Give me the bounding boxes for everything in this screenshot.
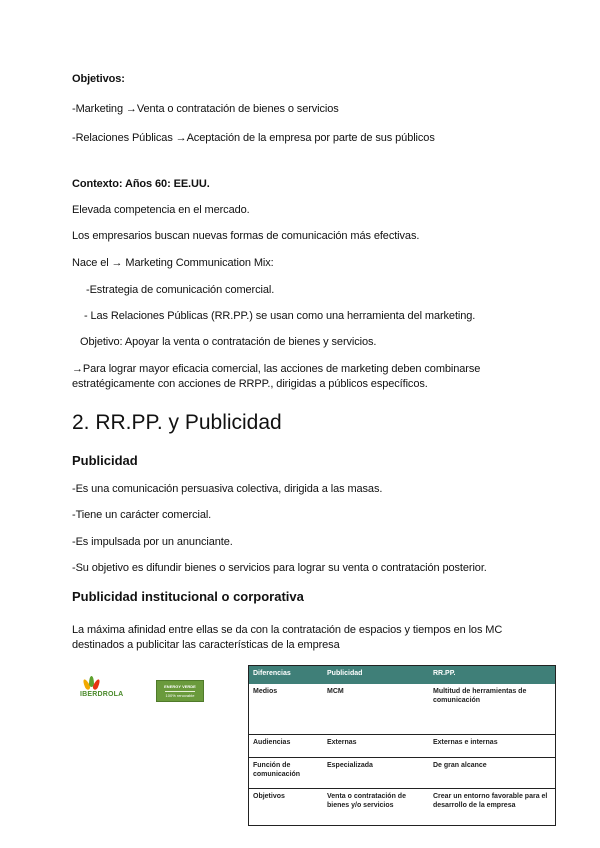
publicidad-line: -Es una comunicación persuasiva colectiva, dirigida a las masas. [72, 483, 383, 495]
table-cell: Externas e internas [429, 735, 556, 758]
objetivo-rrpp: -Relaciones Públicas →Aceptación de la empresa por parte de sus públicos [72, 132, 435, 144]
institucional-line: La máxima afinidad entre ellas se da con la contratación de espacios y tiempos en los MC [72, 624, 503, 636]
table-cell: De gran alcance [429, 758, 556, 789]
table-header-cell: Publicidad [323, 666, 429, 685]
table-row [249, 684, 556, 735]
institucional-line: destinados a publicitar las características de la empresa [72, 639, 340, 651]
contexto-line: Los empresarios buscan nuevas formas de comunicación más efectivas. [72, 230, 420, 242]
contexto-line: →Para lograr mayor eficacia comercial, las acciones de marketing deben combinarse [72, 363, 481, 375]
table-header-cell: RR.PP. [429, 666, 556, 685]
contexto-heading: Contexto: Años 60: EE.UU. [72, 178, 210, 190]
contexto-line: Nace el → Marketing Communication Mix: [72, 257, 274, 269]
table-cell: Crear un entorno favorable para el desarrollo de la empresa [433, 793, 548, 809]
leaf-icon [84, 676, 98, 690]
table-cell: Especializada [323, 758, 429, 789]
table-row [249, 789, 556, 826]
table-cell: Multitud de herramientas de comunicación [429, 684, 556, 735]
table-cell: Externas [323, 735, 429, 758]
table-cell: Objetivos [253, 793, 285, 800]
table-cell: Función de comunicación [249, 758, 324, 789]
table-cell: Medios [249, 684, 324, 735]
differences-table [248, 665, 556, 826]
objetivo-marketing: -Marketing →Venta o contratación de bienes o servicios [72, 103, 339, 115]
contexto-line: Objetivo: Apoyar la venta o contratación de bienes y servicios. [80, 336, 377, 348]
contexto-line: Elevada competencia en el mercado. [72, 204, 250, 216]
green-energy-logo: ENERGY VERDE 100% renovable [156, 680, 204, 702]
contexto-line: -Estrategia de comunicación comercial. [86, 284, 275, 296]
table-header-cell: Diferencias [249, 666, 324, 685]
table-header-row [249, 666, 556, 685]
objetivos-heading: Objetivos: [72, 73, 125, 85]
publicidad-line: -Su objetivo es difundir bienes o servicios para lograr su venta o contratación posterior. [72, 562, 487, 574]
publicidad-line: -Es impulsada por un anunciante. [72, 536, 233, 548]
table-cell: Venta o contratación de bienes y/o servicios [327, 793, 406, 809]
table-row [249, 758, 556, 789]
institucional-heading: Publicidad institucional o corporativa [72, 589, 304, 604]
contexto-line: estratégicamente con acciones de RRPP., dirigidas a públicos específicos. [72, 378, 428, 390]
iberdrola-logo: IBERDROLA [80, 676, 132, 704]
table-cell: MCM [323, 684, 429, 735]
publicidad-line: -Tiene un carácter comercial. [72, 509, 212, 521]
table-cell: Audiencias [249, 735, 324, 758]
table-row [249, 735, 556, 758]
publicidad-heading: Publicidad [72, 453, 138, 468]
section-title: 2. RR.PP. y Publicidad [72, 411, 282, 434]
contexto-line: - Las Relaciones Públicas (RR.PP.) se usan como una herramienta del marketing. [84, 310, 476, 322]
